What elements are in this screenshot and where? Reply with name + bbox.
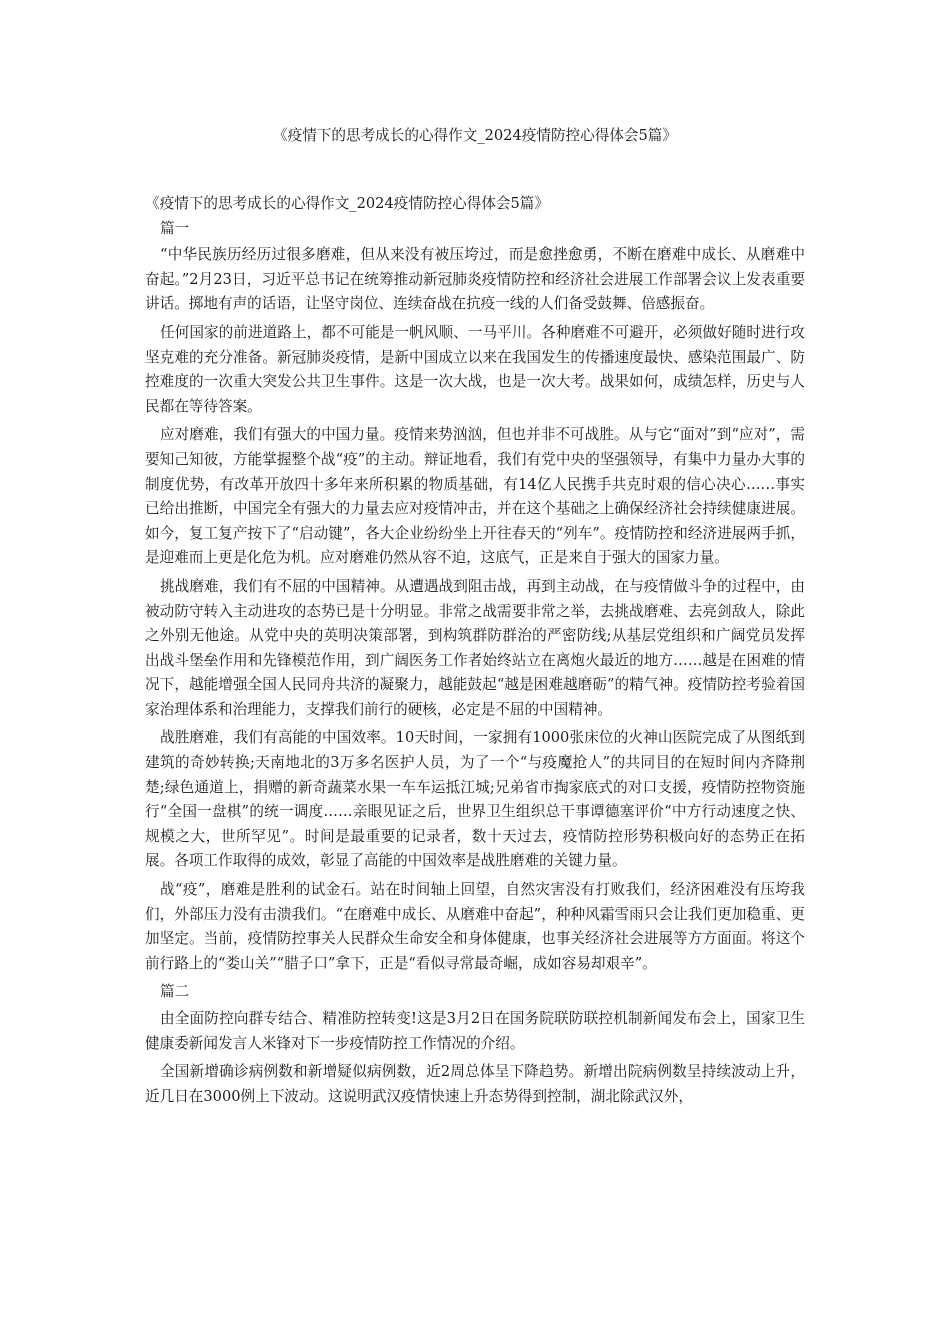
paragraph: 挑战磨难，我们有不屈的中国精神。从遭遇战到阻击战，再到主动战，在与疫情做斗争的过程中，由被动防守转入主动进攻的态势已是十分明显。非常之战需要非常之举，去挑战磨难、去亮剑敌人，除此之外别无他途。从党中央的英明决策部署，到构筑群防群治的严密防线;从基层党组织和广阔党员发挥出战斗堡垒作用和先锋模范作用，到广阔医务工作者始终站立在离炮火最近的地方……越是在困难的情况下，越能增强全国人民同舟共济的凝聚力，越能鼓起“越是困难越磨砺”的精气神。疫情防控考验着国家治理体系和治理能力，支撑我们前行的硬核，必定是不屈的中国精神。 <box>145 577 805 718</box>
section-label-1: 篇一 <box>160 219 190 237</box>
paragraph: 战胜磨难，我们有高能的中国效率。10天时间，一家拥有1000张床位的火神山医院完成了从图纸到建筑的奇妙转换;天南地北的3万多名医护人员，为了一个“与疫魔抢人”的共同目的在短时间内齐降荆楚;绿色通道上，捐赠的新奇蔬菜水果一车车运抵江城;兄弟省市掏家底式的对口支援，疫情防控物资施行“全国一盘棋”的统一调度……亲眼见证之后，世界卫生组织总干事谭德塞评价“中方行动速度之快、规模之大，世所罕见”。时间是最重要的记录者，数十天过去，疫情防控形势积极向好的态势正在拓展。各项工作取得的成效，彰显了高能的中国效率是战胜磨难的关键力量。 <box>145 729 805 870</box>
paragraph: 战“疫”，磨难是胜利的试金石。站在时间轴上回望，自然灾害没有打败我们，经济困难没有压垮我们，外部压力没有击溃我们。“在磨难中成长、从磨难中奋起”，种种风霜雪雨只会让我们更加稳重、更加坚定。当前，疫情防控事关人民群众生命安全和身体健康，也事关经济社会进展等方方面面。将这个前行路上的“娄山关”“腊子口”拿下，正是“看似寻常最奇崛，成如容易却艰辛”。 <box>145 881 805 972</box>
paragraph: 任何国家的前进道路上，都不可能是一帆风顺、一马平川。各种磨难不可避开，必须做好随时进行攻坚克难的充分准备。新冠肺炎疫情，是新中国成立以来在我国发生的传播速度最快、感染范围最广、防控难度的一次重大突发公共卫生事件。这是一次大战，也是一次大考。战果如何，成绩怎样，历史与人民都在等待答案。 <box>145 323 805 415</box>
header-title: 《疫情下的思考成长的心得作文_2024疫情防控心得体会5篇》 <box>273 127 677 144</box>
paragraph: 由全面防控向群专结合、精准防控转变!这是3月2日在国务院联防联控机制新闻发布会上，国家卫生健康委新闻发言人米锋对下一步疫情防控工作情况的介绍。 <box>145 1010 805 1052</box>
document-body <box>145 192 805 1109</box>
paragraph: 全国新增确诊病例数和新增疑似病例数，近2周总体呈下降趋势。新增出院病例数呈持续波动上升，近几日在3000例上下波动。这说明武汉疫情快速上升态势得到控制，湖北除武汉外， <box>145 1063 805 1105</box>
section-label-2: 篇二 <box>160 983 190 1001</box>
paragraph: “中华民族历经历过很多磨难，但从来没有被压垮过，而是愈挫愈勇，不断在磨难中成长、从磨难中奋起。”2月23日，习近平总书记在统筹推动新冠肺炎疫情防控和经济社会进展工作部署会议上发表重要讲话。掷地有声的话语，让坚守岗位、连续奋战在抗疫一线的人们备受鼓舞、倍感振奋。 <box>145 246 805 313</box>
paragraph: 应对磨难，我们有强大的中国力量。疫情来势汹汹，但也并非不可战胜。从与它“面对”到“应对”，需要知己知彼，方能掌握整个战“疫”的主动。辩证地看，我们有党中央的坚强领导，有集中力量办大事的制度优势，有改革开放四十多年来所积累的物质基础，有14亿人民携手共克时艰的信心决心……事实已给出推断，中国完全有强大的力量去应对疫情冲击，并在这个基础之上确保经济社会持续健康进展。如今，复工复产按下了“启动键”，各大企业纷纷坐上开往春天的“列车”。疫情防控和经济进展两手抓，是迎难而上更是化危为机。应对磨难仍然从容不迫，这底气，正是来自于强大的国家力量。 <box>145 426 805 567</box>
document-title: 《疫情下的思考成长的心得作文_2024疫情防控心得体会5篇》 <box>145 195 549 212</box>
